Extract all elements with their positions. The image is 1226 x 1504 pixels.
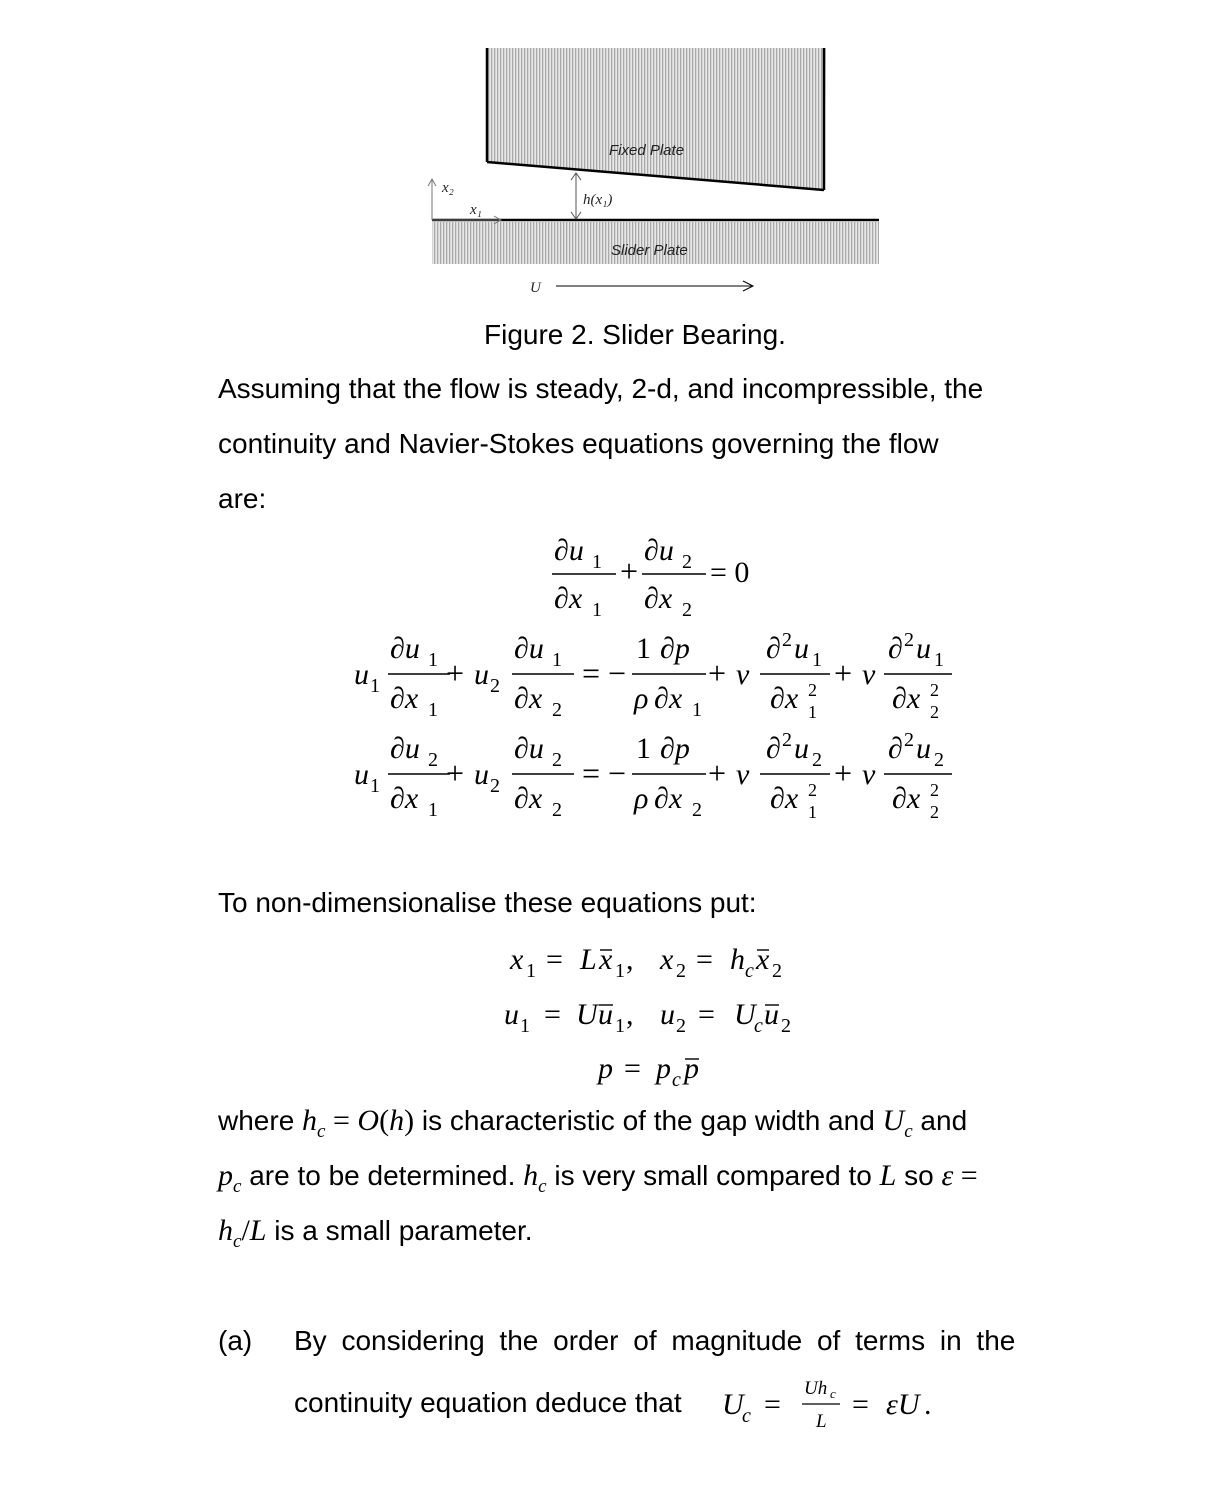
svg-text:1: 1	[526, 960, 536, 982]
svg-text:2: 2	[930, 802, 939, 822]
svg-text:x: x	[756, 943, 770, 976]
svg-text:∂x: ∂x	[654, 782, 683, 815]
svg-text:p: p	[656, 1052, 671, 1085]
svg-text:x: x	[599, 943, 613, 976]
svg-text:∂x: ∂x	[514, 782, 543, 815]
svg-text:u: u	[474, 658, 489, 691]
svg-text:Uh: Uh	[804, 1378, 828, 1399]
svg-text:u: u	[794, 632, 809, 665]
svg-text:2: 2	[490, 675, 500, 697]
svg-text:2: 2	[682, 551, 692, 573]
svg-text:1: 1	[552, 649, 562, 671]
svg-text:∂u: ∂u	[514, 632, 544, 665]
svg-text:U: U	[576, 998, 598, 1031]
svg-text:u: u	[916, 632, 931, 665]
where-line-3: $h_c/L$ is a small parameter.	[218, 1214, 533, 1252]
svg-text:= −: = −	[582, 755, 627, 791]
where-text-5: is very small compared to	[546, 1160, 880, 1191]
svg-text:=: =	[852, 1388, 869, 1421]
svg-text:1: 1	[592, 599, 602, 618]
svg-text:=: =	[698, 998, 715, 1031]
gap-label: h(x₁)	[583, 192, 613, 208]
intro-line-1: Assuming that the flow is steady, 2-d, and incompressible, the	[218, 373, 984, 404]
svg-text:1: 1	[808, 802, 817, 822]
svg-text:2: 2	[782, 629, 792, 651]
svg-text:2: 2	[552, 799, 562, 821]
svg-text:∂x: ∂x	[390, 682, 419, 715]
svg-text:x: x	[660, 943, 674, 976]
navier-stokes-x1-equation	[350, 628, 960, 723]
svg-text:=: =	[764, 1388, 781, 1421]
svg-text:∂p: ∂p	[660, 632, 690, 665]
svg-text:p: p	[598, 1052, 613, 1085]
svg-text:h: h	[730, 943, 745, 976]
where-line-1: where $h_c = O(h)$ is characteristic of the gap width and $U_c$ and	[218, 1104, 968, 1142]
svg-text:c: c	[742, 1405, 751, 1427]
where-text-4: are to be determined.	[241, 1160, 524, 1191]
svg-text:p: p	[684, 1052, 699, 1085]
svg-text:c: c	[830, 1386, 836, 1401]
svg-text:1: 1	[370, 775, 380, 797]
svg-text:u: u	[474, 758, 489, 791]
svg-text:+: +	[834, 755, 853, 791]
part-a-marker: (a)	[218, 1325, 253, 1356]
svg-text:u: u	[504, 998, 519, 1031]
svg-text:,: ,	[626, 943, 634, 976]
svg-text:∂x: ∂x	[770, 682, 799, 715]
where-text-7: is a small parameter.	[266, 1215, 533, 1246]
x2-axis-label: x₂	[442, 180, 454, 196]
svg-text:2: 2	[552, 749, 562, 771]
svg-text:∂: ∂	[766, 732, 781, 765]
part-a-line-1: By considering the order of magnitude of terms in the	[294, 1325, 1016, 1356]
svg-text:x: x	[510, 943, 524, 976]
svg-text:2: 2	[692, 799, 702, 821]
svg-text:ν: ν	[862, 658, 876, 691]
figure-caption: Figure 2. Slider Bearing.	[484, 319, 786, 350]
svg-text:2: 2	[904, 729, 914, 751]
svg-text:u: u	[764, 998, 779, 1031]
svg-text:∂u: ∂u	[644, 534, 674, 567]
svg-text:∂u: ∂u	[514, 732, 544, 765]
scaling-equations	[500, 935, 820, 1095]
svg-text:1: 1	[428, 699, 438, 721]
svg-text:ρ: ρ	[634, 682, 649, 715]
svg-text:+: +	[834, 655, 853, 691]
svg-text:c: c	[754, 1015, 763, 1037]
svg-text:= −: = −	[582, 655, 627, 691]
svg-text:εU: εU	[886, 1388, 920, 1421]
svg-text:∂u: ∂u	[554, 534, 584, 567]
svg-text:c: c	[745, 960, 754, 982]
svg-text:∂x: ∂x	[770, 782, 799, 815]
svg-text:∂x: ∂x	[390, 782, 419, 815]
svg-text:∂: ∂	[766, 632, 781, 665]
svg-text:+: +	[446, 755, 465, 791]
svg-text:+: +	[708, 655, 727, 691]
where-text-3: and	[912, 1105, 968, 1136]
svg-text:1: 1	[370, 675, 380, 697]
svg-text:∂u: ∂u	[390, 632, 420, 665]
svg-text:+: +	[620, 553, 639, 589]
fixed-plate	[487, 48, 826, 190]
navier-stokes-x2-equation	[350, 728, 960, 823]
svg-text:c: c	[672, 1069, 681, 1091]
svg-text:2: 2	[930, 702, 939, 722]
svg-text:∂u: ∂u	[390, 732, 420, 765]
svg-text:ν: ν	[862, 758, 876, 791]
svg-text:ρ: ρ	[634, 782, 649, 815]
svg-text:2: 2	[782, 729, 792, 751]
svg-text:+: +	[708, 755, 727, 791]
svg-text:L: L	[816, 1411, 827, 1432]
svg-text:u: u	[794, 732, 809, 765]
svg-text:1: 1	[428, 649, 438, 671]
where-text-6: so	[896, 1160, 942, 1191]
svg-text:1: 1	[692, 699, 702, 721]
svg-text:1: 1	[428, 799, 438, 821]
svg-text:2: 2	[930, 680, 939, 700]
uc-result-equation	[720, 1372, 940, 1438]
svg-text:2: 2	[808, 680, 817, 700]
where-text-2: is characteristic of the gap width and	[414, 1105, 883, 1136]
svg-text:U: U	[722, 1388, 744, 1421]
velocity-label: U	[530, 280, 541, 296]
svg-text:1: 1	[615, 960, 625, 982]
svg-text:2: 2	[781, 1015, 791, 1037]
svg-text:u: u	[660, 998, 675, 1031]
svg-text:∂p: ∂p	[660, 732, 690, 765]
svg-text:2: 2	[934, 749, 944, 771]
svg-text:∂x: ∂x	[892, 682, 921, 715]
svg-text:∂: ∂	[888, 732, 903, 765]
svg-text:2: 2	[676, 960, 686, 982]
svg-text:=: =	[546, 943, 563, 976]
svg-text:=: =	[624, 1052, 641, 1085]
svg-text:1: 1	[592, 551, 602, 573]
part-a-line-2-text: continuity equation deduce that	[294, 1387, 690, 1418]
fixed-plate-label: Fixed Plate	[609, 142, 685, 159]
svg-text:1: 1	[636, 632, 651, 665]
svg-text:=: =	[696, 943, 713, 976]
where-text-1: where	[218, 1105, 303, 1136]
svg-text:2: 2	[772, 960, 782, 982]
svg-text:∂x: ∂x	[644, 582, 673, 615]
svg-text:1: 1	[636, 732, 651, 765]
intro-line-3: are:	[218, 483, 267, 514]
svg-text:2: 2	[812, 749, 822, 771]
svg-text:1: 1	[812, 649, 822, 671]
svg-text:2: 2	[552, 699, 562, 721]
svg-text:1: 1	[934, 649, 944, 671]
slider-bearing-figure	[410, 40, 900, 305]
svg-text:2: 2	[808, 780, 817, 800]
svg-text:∂: ∂	[888, 632, 903, 665]
svg-text:u: u	[916, 732, 931, 765]
svg-text:L: L	[580, 943, 597, 976]
svg-text:ν: ν	[736, 658, 750, 691]
svg-text:= 0: = 0	[710, 556, 750, 589]
svg-text:∂x: ∂x	[554, 582, 583, 615]
svg-text:+: +	[446, 655, 465, 691]
svg-text:u: u	[354, 758, 369, 791]
continuity-equation	[540, 528, 760, 618]
svg-text:1: 1	[615, 1015, 625, 1037]
svg-text:U: U	[734, 998, 756, 1031]
where-line-2: $p_c$ are to be determined. $h_c$ is very small compared to L so ε =	[218, 1159, 978, 1197]
svg-text:2: 2	[676, 1015, 686, 1037]
svg-text:2: 2	[490, 775, 500, 797]
svg-text:=: =	[544, 998, 561, 1031]
svg-text:∂x: ∂x	[514, 682, 543, 715]
svg-text:,: ,	[626, 998, 634, 1031]
svg-text:∂x: ∂x	[892, 782, 921, 815]
svg-text:2: 2	[930, 780, 939, 800]
svg-text:1: 1	[808, 702, 817, 722]
svg-text:u: u	[354, 658, 369, 691]
svg-text:∂x: ∂x	[654, 682, 683, 715]
part-a-line-2	[294, 1386, 689, 1420]
svg-text:ν: ν	[736, 758, 750, 791]
svg-text:2: 2	[904, 629, 914, 651]
svg-text:2: 2	[682, 599, 692, 618]
intro-line-2: continuity and Navier-Stokes equations governing the flow	[218, 428, 939, 459]
slider-plate-label: Slider Plate	[611, 242, 688, 259]
x1-axis-label: x₁	[470, 202, 482, 218]
svg-text:u: u	[598, 998, 613, 1031]
svg-text:.: .	[924, 1388, 932, 1421]
svg-text:2: 2	[428, 749, 438, 771]
svg-text:1: 1	[520, 1015, 530, 1037]
nondim-heading: To non-dimensionalise these equations put:	[218, 887, 757, 918]
